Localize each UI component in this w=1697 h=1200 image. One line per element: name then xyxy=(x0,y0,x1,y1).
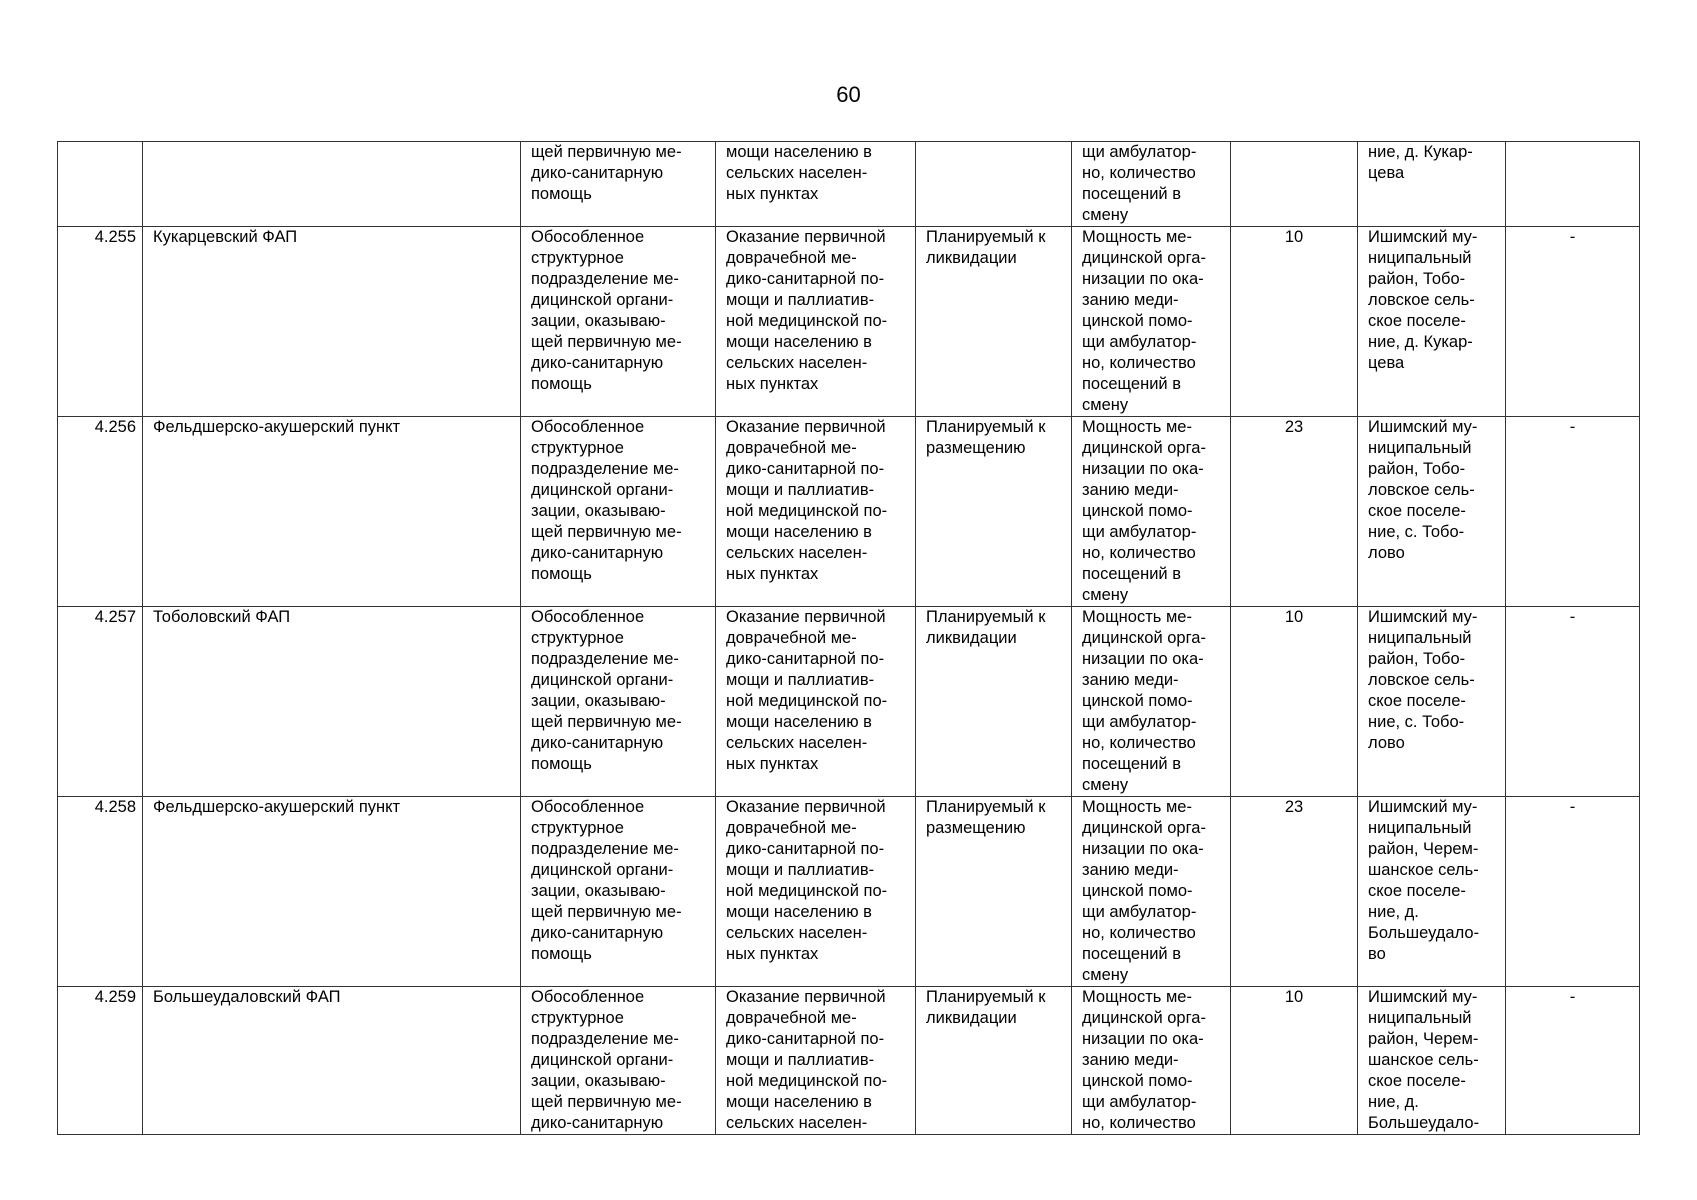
cell-type: Обособленное структурное подразделение ме- дицинской органи- зации, оказываю- щей первичную ме- дико-санитарную помощь xyxy=(521,797,716,987)
cell-value: 10 xyxy=(1231,227,1358,417)
cell-num: 4.257 xyxy=(58,607,143,797)
table-row xyxy=(58,607,1640,797)
cell-num: 4.255 xyxy=(58,227,143,417)
cell-purpose: Оказание первичной доврачебной ме- дико-санитарной по- мощи и паллиатив- ной медицинской по- мощи населению в сельских населен- ных пунктах xyxy=(716,227,916,417)
cell-location: Ишимский му- ниципальный район, Тобо- ловское сель- ское поселе- ние, с. Тобо- лово xyxy=(1358,607,1506,797)
page-number: 60 xyxy=(836,82,861,107)
cell-value: 23 xyxy=(1231,417,1358,607)
cell-name xyxy=(143,142,521,227)
table-row xyxy=(58,987,1640,1135)
cell-characteristic: Мощность ме- дицинской орга- низации по ока- занию меди- цинской помо- щи амбулатор- но, количество посещений в смену xyxy=(1072,227,1231,417)
cell-value xyxy=(1231,142,1358,227)
cell-zone xyxy=(1506,142,1640,227)
cell-name: Фельдшерско-акушерский пункт xyxy=(143,797,521,987)
cell-type: Обособленное структурное подразделение ме- дицинской органи- зации, оказываю- щей первичную ме- дико-санитарную помощь xyxy=(521,607,716,797)
cell-location: Ишимский му- ниципальный район, Черем- шанское сель- ское поселе- ние, д. Большеудало- во xyxy=(1358,797,1506,987)
cell-num: 4.259 xyxy=(58,987,143,1135)
cell-value: 10 xyxy=(1231,607,1358,797)
cell-type: Обособленное структурное подразделение ме- дицинской органи- зации, оказываю- щей первичную ме- дико-санитарную помощь xyxy=(521,227,716,417)
cell-characteristic: Мощность ме- дицинской орга- низации по ока- занию меди- цинской помо- щи амбулатор- но, количество посещений в смену xyxy=(1072,797,1231,987)
cell-zone: - xyxy=(1506,987,1640,1135)
table-row xyxy=(58,417,1640,607)
cell-zone: - xyxy=(1506,417,1640,607)
cell-status: Планируемый к ликвидации xyxy=(916,607,1072,797)
cell-purpose: Оказание первичной доврачебной ме- дико-санитарной по- мощи и паллиатив- ной медицинской по- мощи населению в сельских населен- ных пунктах xyxy=(716,417,916,607)
cell-name: Большеудаловский ФАП xyxy=(143,987,521,1135)
cell-name: Тоболовский ФАП xyxy=(143,607,521,797)
cell-purpose: мощи населению в сельских населен- ных пунктах xyxy=(716,142,916,227)
cell-characteristic: щи амбулатор- но, количество посещений в смену xyxy=(1072,142,1231,227)
cell-purpose: Оказание первичной доврачебной ме- дико-санитарной по- мощи и паллиатив- ной медицинской по- мощи населению в сельских населен- ных пунктах xyxy=(716,607,916,797)
cell-status: Планируемый к размещению xyxy=(916,417,1072,607)
cell-name: Фельдшерско-акушерский пункт xyxy=(143,417,521,607)
cell-location: Ишимский му- ниципальный район, Черем- шанское сель- ское поселе- ние, д. Большеудало- xyxy=(1358,987,1506,1135)
cell-type: Обособленное структурное подразделение ме- дицинской органи- зации, оказываю- щей первичную ме- дико-санитарную xyxy=(521,987,716,1135)
cell-location: Ишимский му- ниципальный район, Тобо- ловское сель- ское поселе- ние, д. Кукар- цева xyxy=(1358,227,1506,417)
cell-purpose: Оказание первичной доврачебной ме- дико-санитарной по- мощи и паллиатив- ной медицинской по- мощи населению в сельских населен- ных пунктах xyxy=(716,797,916,987)
cell-value: 23 xyxy=(1231,797,1358,987)
cell-status: Планируемый к ликвидации xyxy=(916,227,1072,417)
table-row xyxy=(58,227,1640,417)
cell-zone: - xyxy=(1506,797,1640,987)
cell-zone: - xyxy=(1506,227,1640,417)
cell-characteristic: Мощность ме- дицинской орга- низации по ока- занию меди- цинской помо- щи амбулатор- но, количество xyxy=(1072,987,1231,1135)
cell-name: Кукарцевский ФАП xyxy=(143,227,521,417)
cell-status: Планируемый к ликвидации xyxy=(916,987,1072,1135)
cell-location: Ишимский му- ниципальный район, Тобо- ловское сель- ское поселе- ние, с. Тобо- лово xyxy=(1358,417,1506,607)
cell-characteristic: Мощность ме- дицинской орга- низации по ока- занию меди- цинской помо- щи амбулатор- но, количество посещений в смену xyxy=(1072,417,1231,607)
cell-characteristic: Мощность ме- дицинской орга- низации по ока- занию меди- цинской помо- щи амбулатор- но, количество посещений в смену xyxy=(1072,607,1231,797)
cell-num xyxy=(58,142,143,227)
cell-location: ние, д. Кукар- цева xyxy=(1358,142,1506,227)
cell-status: Планируемый к размещению xyxy=(916,797,1072,987)
cell-type: Обособленное структурное подразделение ме- дицинской органи- зации, оказываю- щей первичную ме- дико-санитарную помощь xyxy=(521,417,716,607)
cell-type: щей первичную ме- дико-санитарную помощь xyxy=(521,142,716,227)
cell-purpose: Оказание первичной доврачебной ме- дико-санитарной по- мощи и паллиатив- ной медицинской по- мощи населению в сельских населен- xyxy=(716,987,916,1135)
cell-status xyxy=(916,142,1072,227)
cell-num: 4.256 xyxy=(58,417,143,607)
cell-zone: - xyxy=(1506,607,1640,797)
cell-value: 10 xyxy=(1231,987,1358,1135)
cell-num: 4.258 xyxy=(58,797,143,987)
table-row xyxy=(58,797,1640,987)
table-row-continuation xyxy=(58,142,1640,227)
facilities-table xyxy=(57,141,1640,1135)
